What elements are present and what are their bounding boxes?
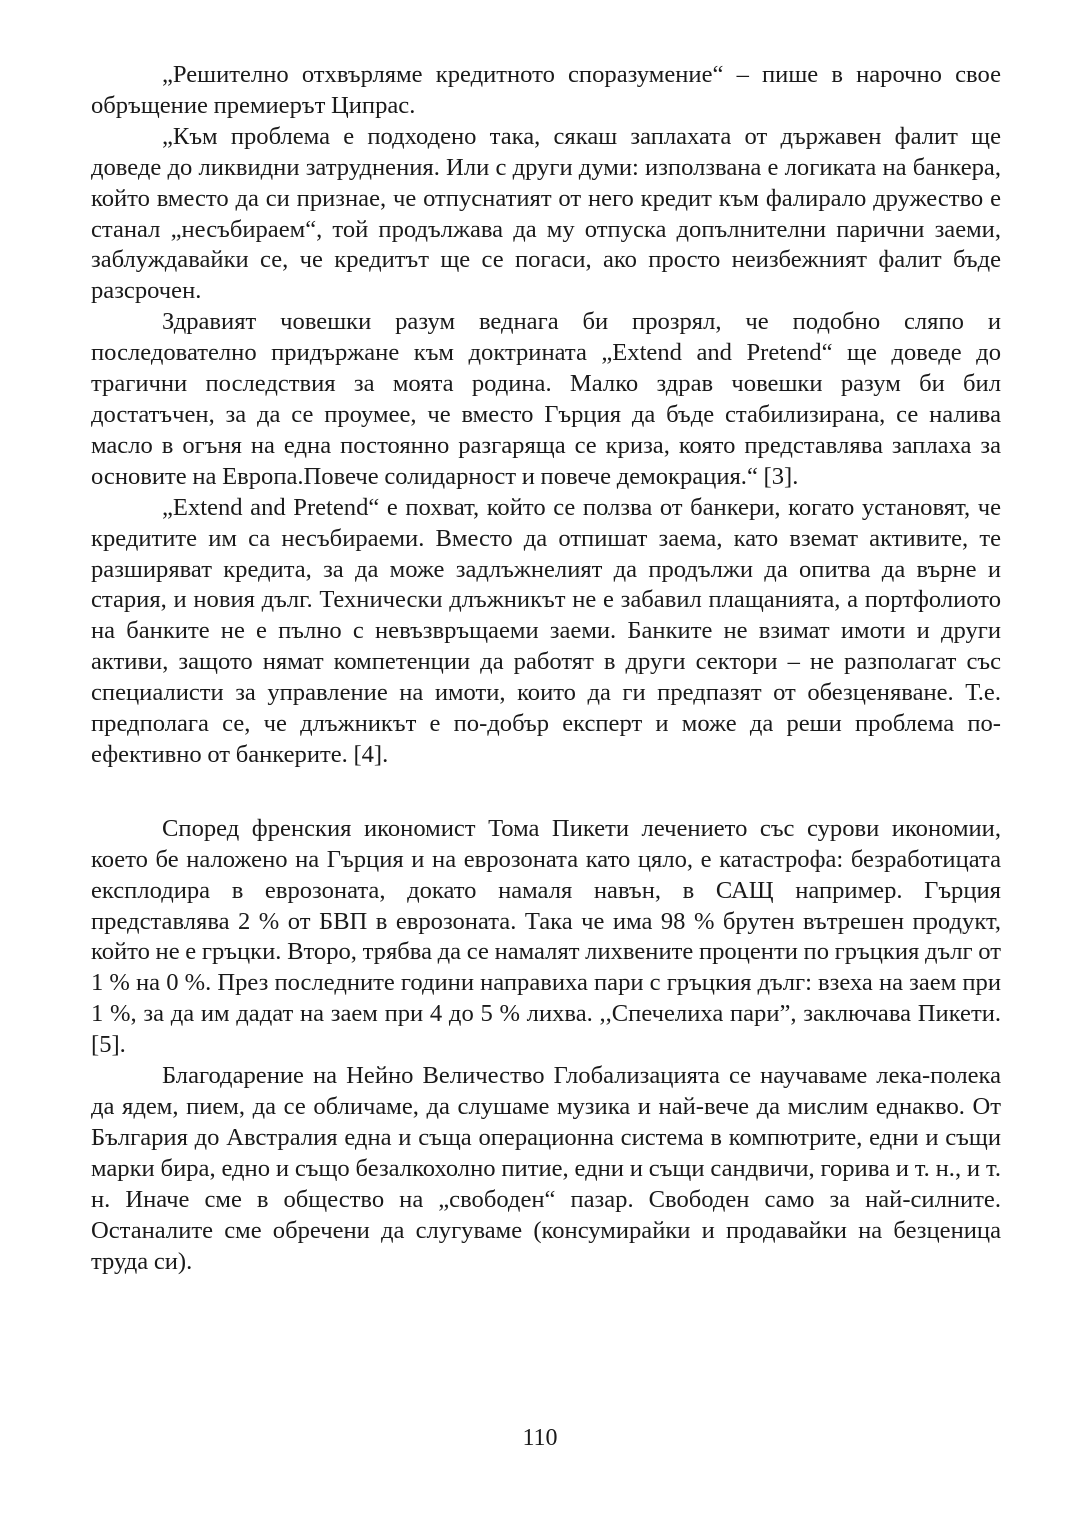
paragraph-tsipras-quote: „Решително отхвърляме кредитното споразумение“ – пише в нарочно свое обръщение премиерът Ципрас. xyxy=(91,61,1001,119)
paragraph-extend-and-pretend: „Extend and Pretend“ е похват, който се ползва от банкери, когато установят, че кредитите им са несъбираеми. Вместо да отпишат заема, като вземат активите, те разширяват кредита, за да може задлъжнелият да продължи да опитва да върне и стария, и новия дълг. Технически длъжникът не е забавил плащанията, а портфолиото на банките не е пълно с невъзвръщаеми заеми. Банките не взимат имоти и други активи, защото нямат компетенции да работят в други сектори – не разполагат със специалисти за управление на имоти, които да ги предпазят от обезценяване. Т.е. предполага се, че длъжникът е по-добър експерт и може да реши проблема по-ефективно от банкерите. [4]. xyxy=(91,493,1001,768)
paragraph-globalization: Благодарение на Нейно Величество Глобализацията се научаваме лека-полека да ядем, пием, да се обличаме, да слушаме музика и най-вече да мислим еднакво. От България до Австралия една и съща операционна система в компютрите, едни и същи марки бира, едно и също безалкохолно питие, едни и същи сандвичи, горива и т. н., и т. н. Иначе сме в общество на „свободен“ пазар. Свободен само за най-силните. Останалите сме обречени да слугуваме (консумирайки и продавайки на безценица труда си). xyxy=(91,1062,1001,1275)
paragraph-banker-logic: „Към проблема е подходено така, сякаш заплахата от държавен фалит ще доведе до ликвидни затруднения. Или с други думи: използвана е логиката на банкера, който вместо да си признае, че отпуснатият от него кредит към фалирало дружество е станал „несъбираем“, той продължава да му отпуска допълнителни парични заеми, заблуждавайки се, че кредитът ще се погаси, ако просто неизбежният фалит бъде разсрочен. xyxy=(91,122,1001,305)
paragraph-piketty: Според френския икономист Тома Пикети лечението със сурови икономии, което бе наложено на Гърция и на еврозоната като цяло, е катастрофа: безработицата експлодира в еврозоната, докато намаля навън, в САЩ например. Гърция представлява 2 % от БВП в еврозоната. Така че има 98 % брутен вътрешен продукт, който не е гръцки. Второ, трябва да се намалят лихвените проценти по гръцкия дълг от 1 % на 0 %. През последните години направиха пари с гръцкия дълг: взеха на заем при 1 %, за да им дадат на заем при 4 до 5 % лихва. ,,Спечелиха пари”, заключава Пикети. [5]. xyxy=(91,814,1001,1059)
page-body xyxy=(91,60,1001,1277)
paragraph-common-sense: Здравият човешки разум веднага би прозрял, че подобно сляпо и последователно придържане към доктрината „Extend and Pretend“ ще доведе до трагични последствия за моята родина. Малко здрав човешки разум би бил достатъчен, за да се проумее, че вместо Гърция да бъде стабилизирана, се налива масло в огъня на една постоянно разгаряща се криза, която представлява заплаха за основите на Европа.Повече солидарност и повече демокрация.“ [3]. xyxy=(91,308,1001,490)
page-number: 110 xyxy=(522,1425,558,1451)
